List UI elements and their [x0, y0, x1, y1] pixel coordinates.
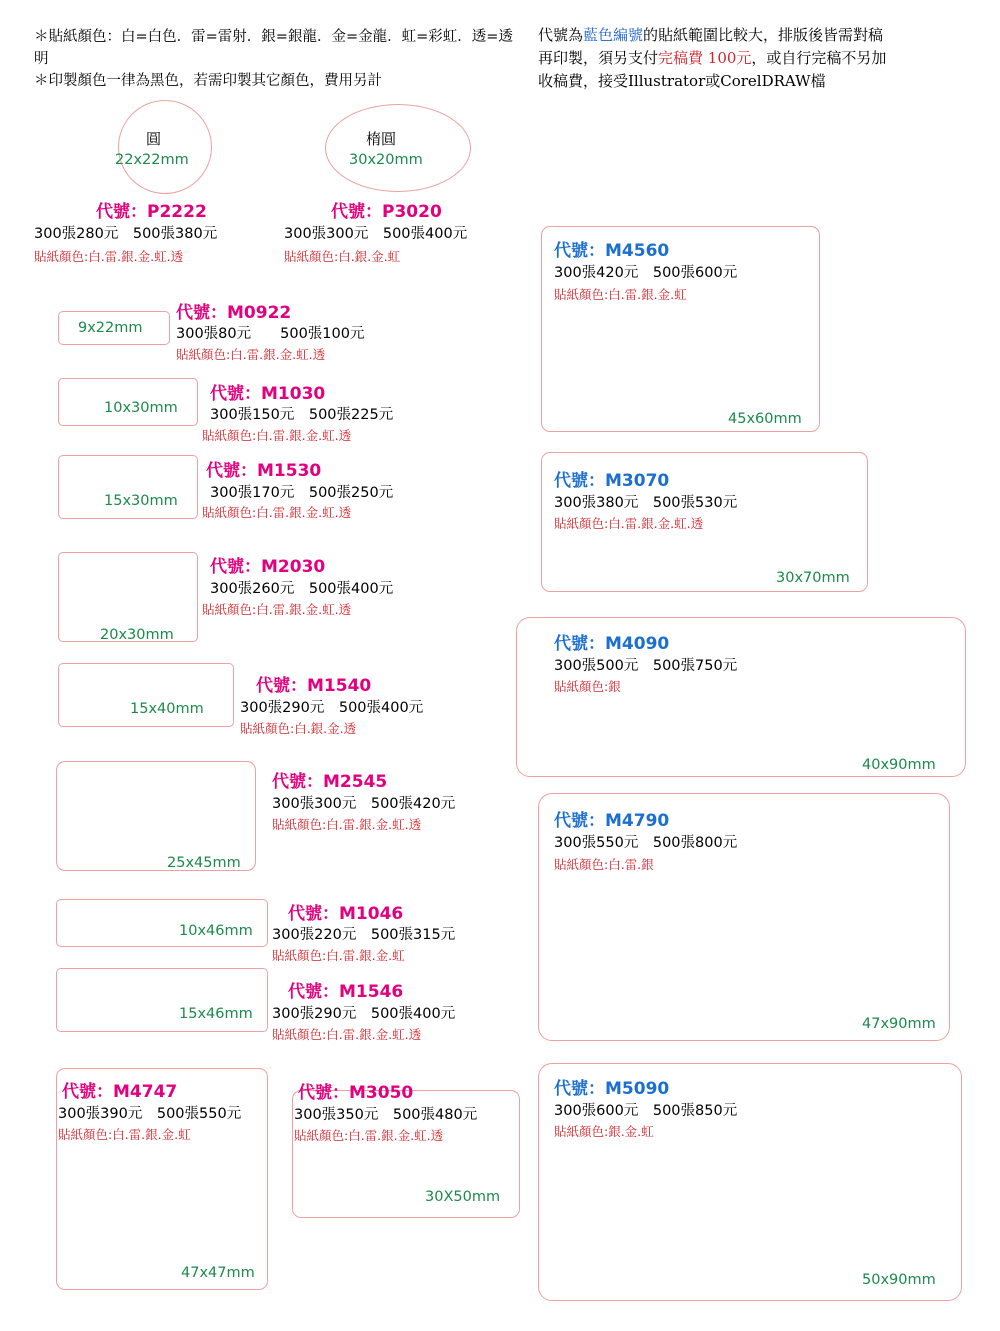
dim-m0922: 9x22mm — [78, 320, 143, 336]
dim-m3050: 30X50mm — [425, 1189, 501, 1205]
shape-name-circle: 圓 — [146, 130, 162, 148]
dim-m1546: 15x46mm — [179, 1006, 253, 1022]
code-m2030: 代號：M2030 — [210, 557, 326, 577]
colors-m2545: 貼紙顏色:白.雷.銀.金.虹.透 — [272, 817, 422, 832]
price-p2222: 300張280元 500張380元 — [34, 226, 218, 242]
dim-m4560: 45x60mm — [728, 411, 802, 427]
code-m4560: 代號：M4560 — [554, 241, 670, 261]
price-m1030: 300張150元 500張225元 — [210, 407, 394, 423]
price-m1540: 300張290元 500張400元 — [240, 700, 424, 716]
code-m3070: 代號：M3070 — [554, 471, 670, 491]
colors-p2222: 貼紙顏色:白.雷.銀.金.虹.透 — [34, 249, 184, 264]
notice-part-2: 的貼紙範圍比較大，排版後皆需對稿 — [643, 26, 884, 44]
colors-m4790: 貼紙顏色:白.雷.銀 — [554, 857, 654, 872]
dim-m5090: 50x90mm — [862, 1272, 936, 1288]
notice-blue-code: 藍色編號 — [583, 26, 644, 44]
shape-m1546 — [56, 968, 268, 1032]
price-m1546: 300張290元 500張400元 — [272, 1006, 456, 1022]
price-m5090: 300張600元 500張850元 — [554, 1103, 738, 1119]
code-m1046: 代號：M1046 — [288, 904, 404, 924]
colors-m0922: 貼紙顏色:白.雷.銀.金.虹.透 — [176, 347, 326, 362]
price-m4747: 300張390元 500張550元 — [58, 1106, 242, 1122]
colors-m1030: 貼紙顏色:白.雷.銀.金.虹.透 — [202, 428, 352, 443]
code-p2222: 代號：P2222 — [96, 202, 207, 222]
code-m0922: 代號：M0922 — [176, 303, 292, 323]
dim-p2222: 22x22mm — [115, 152, 189, 168]
price-m3050: 300張350元 500張480元 — [294, 1107, 478, 1123]
price-m3070: 300張380元 500張530元 — [554, 495, 738, 511]
colors-m3070: 貼紙顏色:白.雷.銀.金.虹.透 — [554, 516, 704, 531]
price-p3020: 300張300元 500張400元 — [284, 226, 468, 242]
code-m1546: 代號：M1546 — [288, 982, 404, 1002]
price-m4790: 300張550元 500張800元 — [554, 835, 738, 851]
colors-m3050: 貼紙顏色:白.雷.銀.金.虹.透 — [294, 1128, 444, 1143]
code-m3050: 代號：M3050 — [298, 1083, 414, 1103]
blue-code-notice — [538, 24, 990, 93]
shape-name-ellipse: 楕圓 — [366, 130, 397, 148]
dim-m3070: 30x70mm — [776, 570, 850, 586]
dim-m4090: 40x90mm — [862, 757, 936, 773]
colors-m1046: 貼紙顏色:白.雷.銀.金.虹 — [272, 948, 405, 963]
colors-m2030: 貼紙顏色:白.雷.銀.金.虹.透 — [202, 602, 352, 617]
notice-part-4: ，或自行完稿不另加 — [751, 49, 887, 67]
dim-m1530: 15x30mm — [104, 493, 178, 509]
dim-p3020: 30x20mm — [349, 152, 423, 168]
code-m5090: 代號：M5090 — [554, 1079, 670, 1099]
dim-m4790: 47x90mm — [862, 1016, 936, 1032]
colors-m4560: 貼紙顏色:白.雷.銀.金.虹 — [554, 287, 687, 302]
colors-p3020: 貼紙顏色:白.銀.金.虹 — [284, 249, 401, 264]
shape-m1540 — [58, 663, 234, 727]
notice-red-fee: 完稿費 100元 — [658, 49, 752, 67]
dim-m2030: 20x30mm — [100, 627, 174, 643]
legend-line-2: ＊印製顏色一律為黑色，若需印製其它顏色，費用另計 — [34, 73, 382, 89]
shape-m1530 — [58, 455, 198, 519]
price-m1046: 300張220元 500張315元 — [272, 927, 456, 943]
dim-m4747: 47x47mm — [181, 1265, 255, 1281]
shape-p3020-ellipse — [325, 104, 471, 192]
colors-m5090: 貼紙顏色:銀.金.虹 — [554, 1124, 654, 1139]
dim-m1540: 15x40mm — [130, 701, 204, 717]
price-m4090: 300張500元 500張750元 — [554, 658, 738, 674]
price-m4560: 300張420元 500張600元 — [554, 265, 738, 281]
code-m1530: 代號：M1530 — [206, 461, 322, 481]
dim-m1030: 10x30mm — [104, 400, 178, 416]
notice-part-5: 收稿費，接受Illustrator或CorelDRAW檔 — [538, 72, 826, 90]
colors-m1540: 貼紙顏色:白.銀.金.透 — [240, 721, 357, 736]
code-m1540: 代號：M1540 — [256, 676, 372, 696]
notice-part-3: 再印製，須另支付 — [538, 49, 659, 67]
code-m4090: 代號：M4090 — [554, 634, 670, 654]
colors-m4090: 貼紙顏色:銀 — [554, 679, 621, 694]
price-m2030: 300張260元 500張400元 — [210, 581, 394, 597]
code-m4790: 代號：M4790 — [554, 811, 670, 831]
sticker-color-legend — [34, 26, 514, 92]
colors-m4747: 貼紙顏色:白.雷.銀.金.虹 — [58, 1127, 191, 1142]
legend-line-1: ＊貼紙顏色：白=白色．雷=雷射．銀=銀龍．金=金龍．虹=彩虹．透=透明 — [34, 29, 513, 67]
price-m2545: 300張300元 500張420元 — [272, 796, 456, 812]
shape-p2222-circle — [118, 100, 212, 194]
colors-m1530: 貼紙顏色:白.雷.銀.金.虹.透 — [202, 505, 352, 520]
price-m1530: 300張170元 500張250元 — [210, 485, 394, 501]
code-m2545: 代號：M2545 — [272, 772, 388, 792]
code-p3020: 代號：P3020 — [331, 202, 442, 222]
code-m4747: 代號：M4747 — [62, 1082, 178, 1102]
colors-m1546: 貼紙顏色:白.雷.銀.金.虹.透 — [272, 1027, 422, 1042]
dim-m1046: 10x46mm — [179, 923, 253, 939]
code-m1030: 代號：M1030 — [210, 384, 326, 404]
dim-m2545: 25x45mm — [167, 855, 241, 871]
notice-part-1: 代號為 — [538, 26, 584, 44]
price-m0922: 300張80元 500張100元 — [176, 326, 365, 342]
